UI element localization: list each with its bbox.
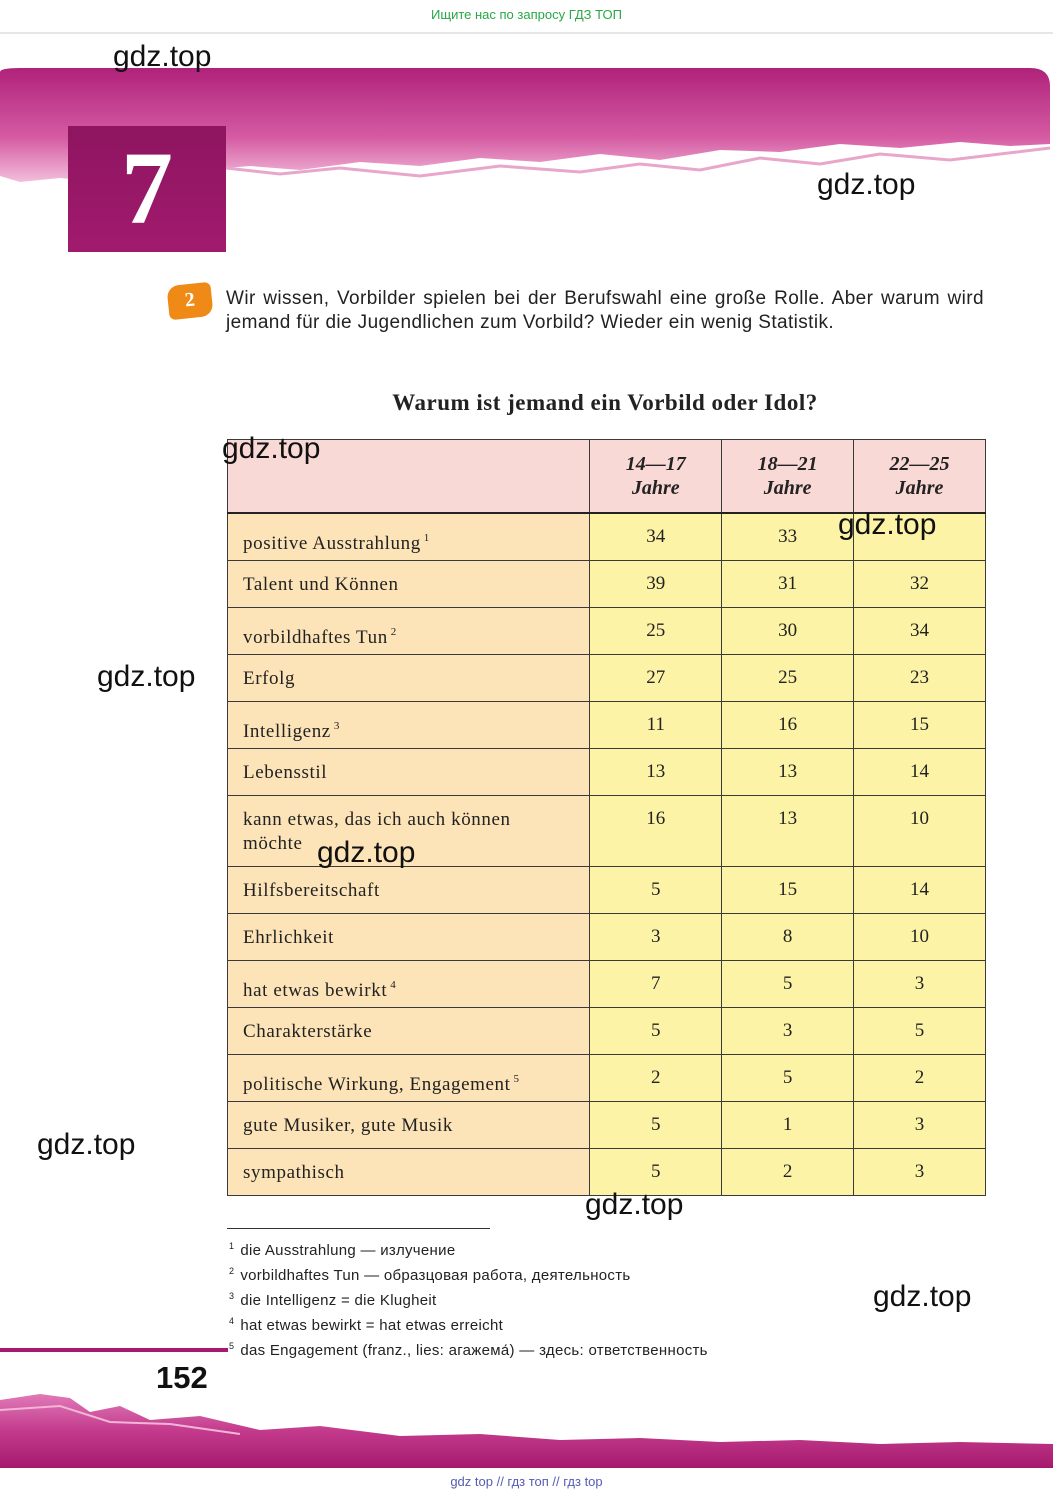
table-cell: 34 (590, 513, 722, 560)
table-cell: 11 (590, 701, 722, 748)
table-cell: 32 (854, 560, 986, 607)
footnote: $^4$ hat etwas bewirkt = hat etwas erreicht (229, 1316, 504, 1334)
bottom-banner[interactable]: gdz top // гдз топ // гдз top (450, 1474, 603, 1489)
watermark: gdz.top (222, 432, 321, 465)
column-range: 18—21 (757, 453, 818, 475)
table-cell: 23 (854, 654, 986, 701)
watermark: gdz.top (317, 836, 416, 869)
table-cell: 30 (722, 607, 854, 654)
table-row (228, 1007, 986, 1054)
footnotes (229, 1236, 869, 1361)
watermark: gdz.top (838, 508, 937, 541)
task-text: Wir wissen, Vorbilder spielen bei der Berufswahl eine große Rolle. Aber warum wird jemand für die Jugendlichen zum Vorbild? Wieder ein wenig Statistik. (226, 288, 984, 333)
column-unit: Jahre (631, 477, 680, 499)
row-label: gute Musiker, gute Musik (228, 1101, 590, 1148)
row-label: Ehrlichkeit (228, 913, 590, 960)
table-cell: 5 (590, 1007, 722, 1054)
row-label: Hilfsbereitschaft (228, 866, 590, 913)
footnote-marker: 1 (423, 532, 430, 544)
table-cell: 5 (722, 960, 854, 1007)
table-row (228, 866, 986, 913)
table-cell: 10 (854, 795, 986, 866)
table-row (228, 1054, 986, 1101)
row-label: positive Ausstrahlung $^1$ (228, 513, 590, 560)
table-cell: 25 (722, 654, 854, 701)
table-cell: 3 (854, 960, 986, 1007)
table-cell: 10 (854, 913, 986, 960)
table-row (228, 960, 986, 1007)
table-cell: 13 (590, 748, 722, 795)
watermark: gdz.top (817, 168, 916, 201)
table-row (228, 607, 986, 654)
table-row (228, 1101, 986, 1148)
table-row (228, 560, 986, 607)
table-cell: 16 (722, 701, 854, 748)
table-cell: 3 (854, 1148, 986, 1195)
column-range: 14—17 (625, 453, 686, 475)
top-banner[interactable]: Ищите нас по запросу ГДЗ ТОП (0, 0, 1053, 34)
footnote-marker: 5 (513, 1072, 520, 1085)
table-cell: 14 (854, 748, 986, 795)
table-cell: 8 (722, 913, 854, 960)
footnote: $^5$ das Engagement (franz., lies: агажема́) — здесь: ответственность (229, 1341, 708, 1359)
footnote: $^2$ vorbildhaftes Tun — образцовая работа, деятельность (229, 1266, 631, 1284)
row-label: vorbildhaftes Tun $^2$ (228, 607, 590, 654)
table-cell: 33 (722, 513, 854, 560)
table-cell: 34 (854, 607, 986, 654)
watermark: gdz.top (37, 1128, 136, 1161)
table-cell: 5 (854, 1007, 986, 1054)
table-cell: 3 (590, 913, 722, 960)
table-cell: 15 (854, 701, 986, 748)
table-cell: 2 (590, 1054, 722, 1101)
row-label: politische Wirkung, Engagement $^5$ (228, 1054, 590, 1101)
watermark: gdz.top (97, 660, 196, 693)
row-label: kann etwas, das ich auch können möchte (228, 795, 590, 866)
row-label: Charakterstärke (228, 1007, 590, 1054)
row-label: Talent und Können (228, 560, 590, 607)
table-header-row (228, 440, 986, 514)
table-cell: 3 (854, 1101, 986, 1148)
chapter-number: 7 (68, 126, 226, 252)
table-cell: 27 (590, 654, 722, 701)
page-number: 152 (156, 1360, 208, 1395)
table-cell: 5 (590, 1101, 722, 1148)
column-header (590, 440, 722, 514)
table-cell: 5 (590, 1148, 722, 1195)
table-row (228, 701, 986, 748)
footer-decorative-band (0, 1386, 1053, 1468)
watermark: gdz.top (873, 1280, 972, 1313)
table-cell: 2 (854, 1054, 986, 1101)
table-cell: 7 (590, 960, 722, 1007)
table-row (228, 913, 986, 960)
task-number-badge: 2 (166, 282, 213, 320)
watermark: gdz.top (585, 1188, 684, 1221)
table-cell: 5 (722, 1054, 854, 1101)
footnote-divider (227, 1228, 490, 1229)
table-row (228, 654, 986, 701)
row-label: hat etwas bewirkt $^4$ (228, 960, 590, 1007)
table-cell: 14 (854, 866, 986, 913)
footnote: $^3$ die Intelligenz = die Klugheit (229, 1291, 437, 1309)
table-cell: 1 (722, 1101, 854, 1148)
table-cell: 15 (722, 866, 854, 913)
row-label: Erfolg (228, 654, 590, 701)
footnote-marker: 4 (390, 978, 397, 991)
table-cell: 39 (590, 560, 722, 607)
table-cell: 25 (590, 607, 722, 654)
table-cell: 3 (722, 1007, 854, 1054)
table-title: Warum ist jemand ein Vorbild oder Idol? (392, 390, 818, 415)
watermark: gdz.top (113, 40, 212, 73)
table-cell: 2 (722, 1148, 854, 1195)
column-header (854, 440, 986, 514)
column-unit: Jahre (763, 477, 812, 499)
column-header (722, 440, 854, 514)
table-cell: 31 (722, 560, 854, 607)
statistics-table (227, 439, 986, 1196)
footnote: $^1$ die Ausstrahlung — излучение (229, 1241, 456, 1259)
table-cell: 13 (722, 795, 854, 866)
column-unit: Jahre (895, 477, 944, 499)
footnote-marker: 2 (390, 625, 397, 638)
row-label: Intelligenz $^3$ (228, 701, 590, 748)
page-number-rule (0, 1348, 228, 1352)
footnote-marker: 3 (333, 719, 340, 732)
row-label: sympathisch (228, 1148, 590, 1195)
table-row (228, 748, 986, 795)
table-cell: 13 (722, 748, 854, 795)
row-label: Lebensstil (228, 748, 590, 795)
table-cell: 5 (590, 866, 722, 913)
table-cell: 16 (590, 795, 722, 866)
column-range: 22—25 (889, 453, 950, 475)
